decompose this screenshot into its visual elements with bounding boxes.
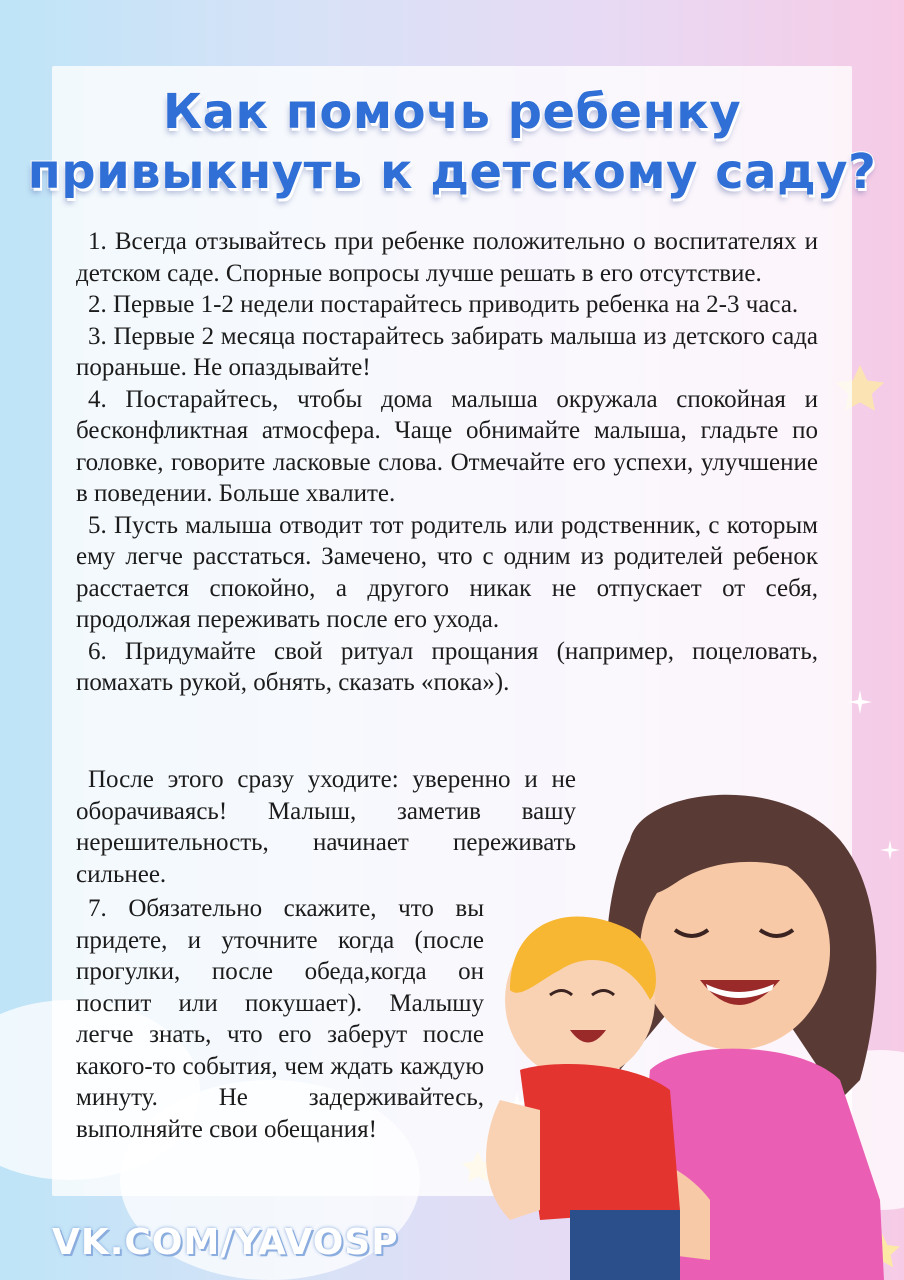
tip-5: 5. Пусть малыша отводит тот родитель или родственник, с которым ему легче расстаться. Замечено, что с одним из родителей ребенок расстается спокойно, а другого никак не отпускает от себя, продолжая переживать после его ухода.	[76, 511, 818, 633]
tip-6: 6. Придумайте свой ритуал прощания (например, поцеловать, помахать рукой, обнять, сказать «пока»).	[76, 637, 818, 696]
tips-list	[76, 226, 818, 699]
tip-7-block	[76, 893, 484, 1145]
tip-2: 2. Первые 1-2 недели постарайтесь приводить ребенка на 2-3 часа.	[88, 291, 799, 318]
tip-1: 1. Всегда отзывайтесь при ребенке положительно о воспитателях и детском саде. Спорные вопросы лучше решать в его отсутствие.	[76, 228, 818, 287]
mother-child-illustration	[480, 780, 904, 1280]
tip-4: 4. Постарайтесь, чтобы дома малыша окружала спокойная и бесконфликтная атмосфера. Чаще обнимайте малыша, гладьте по головке, говорите ласковые слова. Отмечайте его успехи, улучшение в поведении. Больше хвалите.	[76, 385, 818, 507]
footer-link[interactable]: VK.COM/YAVOSP	[52, 1222, 399, 1263]
page-title	[0, 82, 904, 202]
tip-6-continued: После этого сразу уходите: уверенно и не оборачиваясь! Малыш, заметив вашу нерешительность, начинает переживать сильнее.	[76, 766, 576, 888]
tip-3: 3. Первые 2 месяца постарайтесь забирать малыша из детского сада пораньше. Не опаздывайте!	[76, 322, 818, 381]
title-line-2: привыкнуть к детскому саду?	[27, 144, 877, 200]
title-line-1: Как помочь ребенку	[162, 84, 742, 140]
tip-7: 7. Обязательно скажите, что вы придете, и уточните когда (после прогулки, после обеда,когда он поспит или покушает). Малышу легче знать, что его заберут после какого-то события, чем ждать каждую минуту. Не задерживайтесь, выполняйте свои обещания!	[76, 895, 484, 1143]
